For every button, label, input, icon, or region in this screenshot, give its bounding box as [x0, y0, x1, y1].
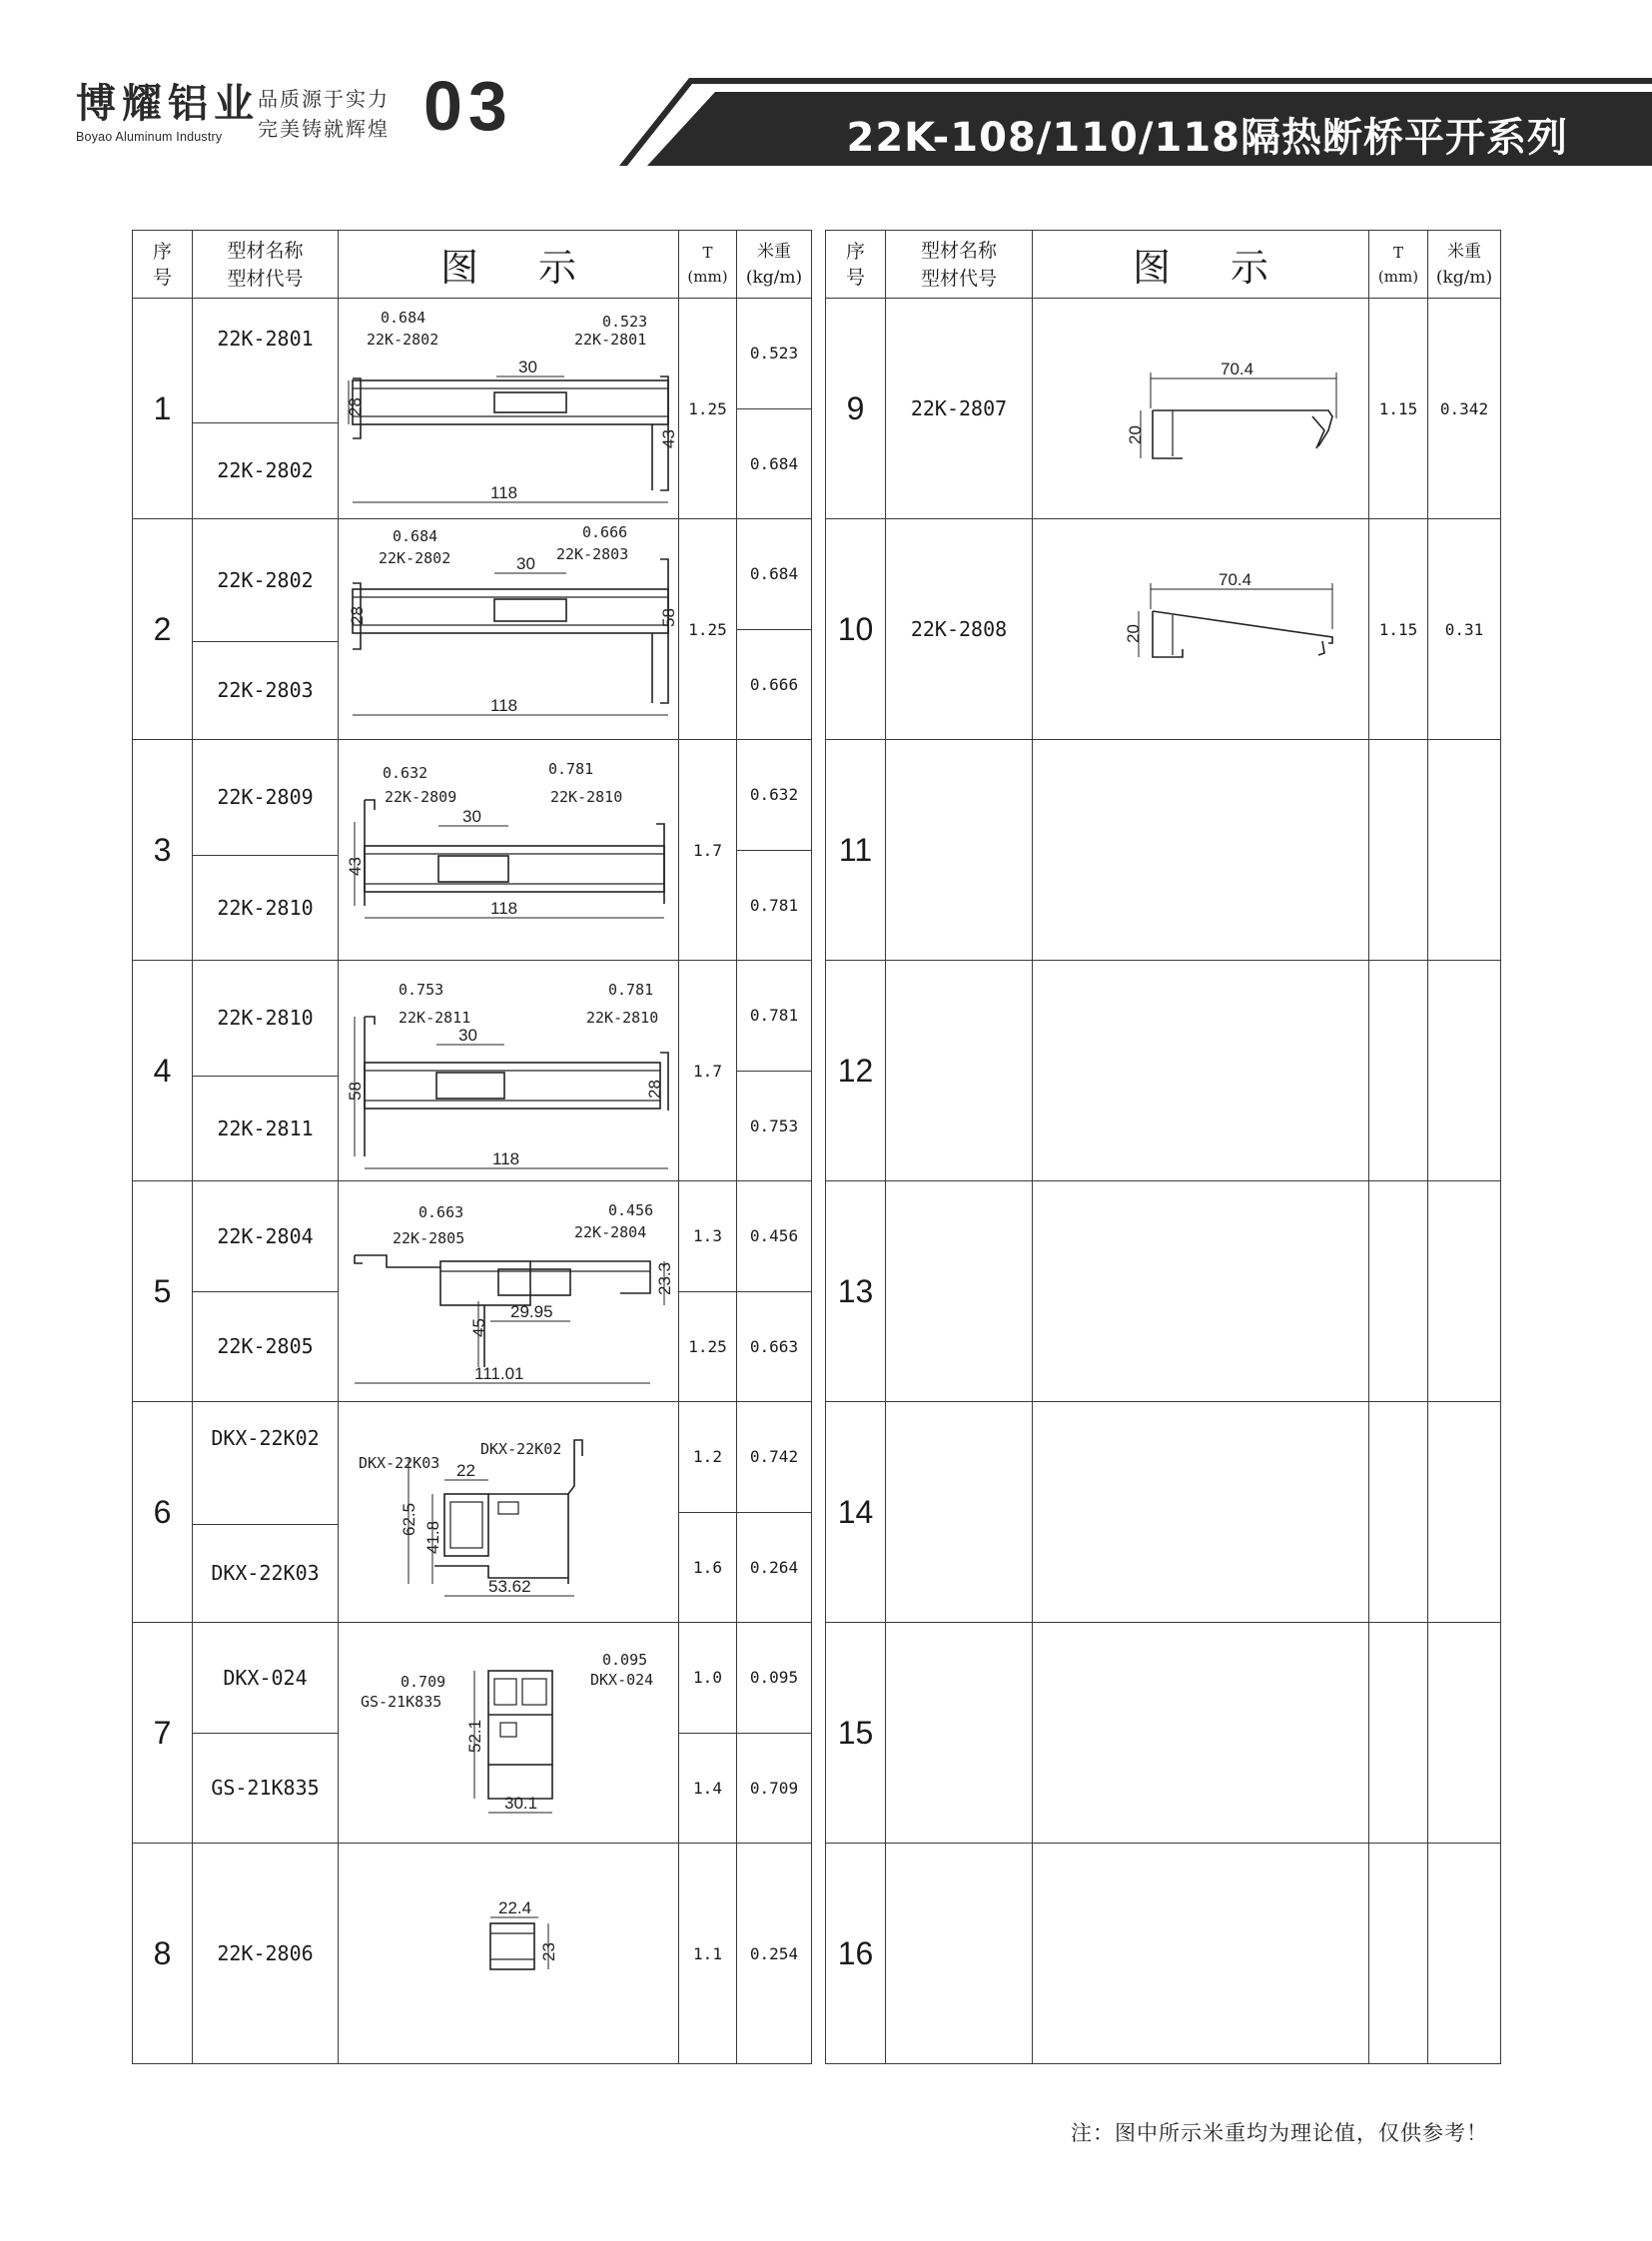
drawing-label: 0.781: [608, 981, 654, 999]
drawing-dim: 20: [1124, 624, 1143, 643]
row-codes: [193, 740, 339, 961]
profile-weight: 0.781: [737, 850, 811, 961]
row-thickness: 1.25: [679, 299, 737, 519]
profile-table: [132, 230, 1501, 2064]
row-seq: 6: [133, 1402, 193, 1623]
slogan: [258, 84, 390, 144]
row-seq-right: 14: [826, 1402, 886, 1623]
drawing-label: 22K-2802: [379, 549, 451, 567]
drawing-dim: 30: [458, 1026, 477, 1045]
brand: [76, 80, 260, 144]
drawing-label: 0.095: [602, 1651, 648, 1669]
profile-code: 22K-2809: [217, 785, 314, 810]
row-thickness-right: [1369, 1402, 1428, 1623]
col-weight-header: 米重 (kg/m): [737, 231, 812, 299]
drawing-dim: 28: [346, 397, 365, 416]
profile-weight: 0.095: [749, 1668, 799, 1688]
drawing-dim: 52.1: [465, 1719, 484, 1753]
col-seq-header-right: 序 号: [826, 231, 886, 299]
profile-thickness: 1.25: [679, 1291, 736, 1402]
drawing-dim: 118: [490, 483, 518, 502]
drawing-dim: 70.4: [1219, 570, 1252, 589]
drawing-dim: 30: [518, 358, 537, 376]
profile-thickness: 1.3: [693, 1226, 722, 1246]
row-thickness-right: 1.15: [1369, 519, 1428, 740]
slogan-line-1: 品质源于实力: [258, 87, 390, 111]
drawing-label: 0.753: [399, 981, 444, 999]
profile-weight: 0.456: [749, 1226, 799, 1246]
row-weight-right: [1428, 1623, 1501, 1844]
profile-drawing-right: [1033, 299, 1369, 519]
profile-code: GS-21K835: [193, 1733, 338, 1844]
drawing-label: 22K-2802: [367, 331, 439, 349]
row-weights: [737, 299, 812, 519]
drawing-label: 22K-2803: [556, 545, 629, 563]
row-thickness: 1.7: [679, 740, 737, 961]
row-seq-right: 15: [826, 1623, 886, 1844]
profile-weight: 0.523: [749, 344, 799, 364]
row-seq-right: 16: [826, 1844, 886, 2064]
col-t-header-right: T (mm): [1369, 231, 1428, 299]
drawing-label: 22K-2809: [385, 788, 457, 806]
col-weight-header-right: 米重 (kg/m): [1428, 231, 1501, 299]
profile-code: 22K-2811: [193, 1076, 338, 1180]
profile-weight: 0.663: [737, 1291, 811, 1402]
profile-code: 22K-2802: [217, 567, 314, 592]
drawing-label: 0.684: [393, 527, 438, 545]
profile-drawing-right: [1033, 1181, 1369, 1402]
row-weight-right: 0.342: [1428, 299, 1501, 519]
row-thickness-right: [1369, 740, 1428, 961]
drawing-label: 0.666: [582, 523, 628, 541]
row-weight-right: [1428, 1844, 1501, 2064]
profile-thickness: 1.4: [679, 1733, 736, 1844]
row-codes: [193, 519, 339, 740]
row-seq: 8: [133, 1844, 193, 2064]
profile-code: DKX-024: [223, 1665, 308, 1690]
profile-drawing-right: [1033, 519, 1369, 740]
drawing-label: 0.663: [418, 1203, 464, 1221]
row-seq: 3: [133, 740, 193, 961]
profile-code: 22K-2802: [193, 422, 338, 519]
profile-code-right: [886, 1623, 1033, 1844]
profile-drawing-right: [1033, 961, 1369, 1181]
profile-drawing: [339, 1402, 679, 1623]
drawing-dim: 45: [469, 1318, 488, 1337]
slogan-line-2: 完美铸就辉煌: [258, 117, 390, 141]
row-weights: [737, 519, 812, 740]
row-weights: [737, 1402, 812, 1623]
drawing-dim: 118: [492, 1149, 520, 1168]
drawing-dim: 43: [346, 857, 365, 876]
drawing-dim: 118: [490, 696, 518, 715]
profile-code: 22K-2805: [193, 1291, 338, 1402]
drawing-dim: 28: [348, 606, 367, 625]
row-thickness: 1.7: [679, 961, 737, 1181]
profile-code: 22K-2801: [217, 327, 314, 351]
profile-weight: 0.753: [737, 1071, 811, 1181]
row-seq: 7: [133, 1623, 193, 1844]
row-seq-right: 12: [826, 961, 886, 1181]
profile-code-right: [886, 961, 1033, 1181]
profile-drawing-right: [1033, 1402, 1369, 1623]
row-codes: [193, 1181, 339, 1402]
drawing-dim: 70.4: [1221, 360, 1254, 378]
col-picture-header-right: 图示: [1033, 231, 1369, 299]
row-codes: [193, 961, 339, 1181]
row-thickness-right: [1369, 1181, 1428, 1402]
row-codes: [193, 1402, 339, 1623]
profile-code: 22K-2810: [193, 855, 338, 960]
row-weights: [737, 1623, 812, 1844]
profile-code: 22K-2804: [217, 1223, 314, 1248]
profile-drawing: [339, 519, 679, 740]
row-seq: 4: [133, 961, 193, 1181]
drawing-dim: 23: [539, 1942, 558, 1961]
profile-drawing-right: [1033, 1844, 1369, 2064]
drawing-label: 0.709: [401, 1673, 446, 1691]
profile-code: DKX-22K03: [193, 1524, 338, 1623]
profile-drawing: [339, 1623, 679, 1844]
row-thickness-right: [1369, 1844, 1428, 2064]
row-thickness-right: 1.15: [1369, 299, 1428, 519]
profile-code-right: [886, 1844, 1033, 2064]
profile-weight: 0.632: [749, 785, 799, 805]
drawing-dim: 43: [659, 429, 678, 448]
profile-thickness: 1.6: [679, 1512, 736, 1623]
drawing-label: 22K-2804: [574, 1223, 647, 1241]
drawing-dim: 41.8: [423, 1520, 442, 1554]
drawing-label: 22K-2810: [550, 788, 623, 806]
col-seq-header: 序 号: [133, 231, 193, 299]
profile-code-right: [886, 1181, 1033, 1402]
row-weight-right: [1428, 740, 1501, 961]
profile-code-right: [886, 740, 1033, 961]
row-thickness-right: [1369, 961, 1428, 1181]
page-number: 03: [423, 67, 513, 145]
drawing-dim: 53.62: [488, 1577, 531, 1596]
row-thickness: [679, 1181, 737, 1402]
row-weight-right: 0.31: [1428, 519, 1501, 740]
profile-weight: 0.781: [749, 1006, 799, 1026]
profile-thickness: 1.0: [693, 1668, 722, 1688]
profile-weight: 0.684: [737, 408, 811, 519]
drawing-dim: 29.95: [510, 1302, 553, 1321]
profile-code-right: 22K-2807: [886, 299, 1033, 519]
drawing-label: 22K-2811: [399, 1009, 471, 1027]
drawing-label: 22K-2805: [393, 1229, 465, 1247]
drawing-label: DKX-22K03: [359, 1454, 440, 1472]
drawing-dim: 23.3: [655, 1261, 674, 1295]
drawing-dim: 28: [645, 1080, 664, 1099]
profile-weight: 0.254: [737, 1844, 812, 2064]
profile-code-right: [886, 1402, 1033, 1623]
row-thickness: 1.25: [679, 519, 737, 740]
table-gap: [812, 231, 826, 2064]
row-weights: [737, 740, 812, 961]
drawing-label: 22K-2801: [574, 331, 647, 349]
profile-code: 22K-2803: [193, 641, 338, 739]
profile-code: 22K-2810: [217, 1006, 314, 1031]
row-codes: [193, 299, 339, 519]
brand-name-cn: 博耀铝业: [76, 81, 260, 127]
profile-code-right: 22K-2808: [886, 519, 1033, 740]
drawing-label: 22K-2810: [586, 1009, 659, 1027]
row-seq-right: 9: [826, 299, 886, 519]
drawing-dim: 22.4: [498, 1898, 532, 1917]
drawing-label: 0.523: [602, 313, 648, 331]
drawing-dim: 30: [462, 807, 481, 826]
profile-thickness: 1.2: [693, 1447, 722, 1467]
profile-weight: 0.709: [737, 1733, 811, 1844]
profile-drawing-right: [1033, 1623, 1369, 1844]
table-header-row: [133, 231, 1501, 299]
drawing-label: GS-21K835: [361, 1693, 442, 1711]
profile-drawing: [339, 1181, 679, 1402]
drawing-label: 0.632: [383, 764, 428, 782]
drawing-label: 0.456: [608, 1201, 654, 1219]
drawing-dim: 58: [659, 608, 678, 627]
row-seq: 5: [133, 1181, 193, 1402]
profile-weight: 0.684: [749, 564, 799, 584]
drawing-label: DKX-024: [590, 1671, 654, 1689]
drawing-dim: 22: [456, 1461, 475, 1480]
col-name-header: 型材名称 型材代号: [193, 231, 339, 299]
col-picture-header: 图示: [339, 231, 679, 299]
series-title: 22K-108/110/118隔热断桥平开系列: [846, 115, 1568, 161]
row-thickness: [679, 1623, 737, 1844]
row-seq: 1: [133, 299, 193, 519]
row-codes: [193, 1623, 339, 1844]
drawing-label: DKX-22K02: [480, 1440, 562, 1458]
row-weight-right: [1428, 961, 1501, 1181]
drawing-dim: 30: [516, 554, 535, 573]
brand-name-en: Boyao Aluminum Industry: [76, 130, 223, 144]
footnote: 注：图中所示米重均为理论值，仅供参考！: [1071, 2121, 1488, 2145]
profile-weight: 0.264: [737, 1512, 811, 1623]
profile-drawing: [339, 299, 679, 519]
profile-drawing: [339, 1844, 679, 2064]
row-seq-right: 10: [826, 519, 886, 740]
profile-weight: 0.742: [749, 1447, 799, 1467]
profile-code: DKX-22K02: [211, 1426, 320, 1450]
drawing-dim: 30.1: [504, 1794, 538, 1813]
row-weights: [737, 1181, 812, 1402]
drawing-label: 0.684: [381, 309, 426, 327]
drawing-label: 0.781: [548, 760, 594, 778]
col-name-header-right: 型材名称 型材代号: [886, 231, 1033, 299]
row-seq-right: 11: [826, 740, 886, 961]
drawing-dim: 118: [490, 899, 518, 918]
row-seq-right: 13: [826, 1181, 886, 1402]
drawing-dim: 20: [1126, 425, 1145, 444]
drawing-dim: 62.5: [400, 1502, 418, 1536]
profile-code: 22K-2806: [193, 1844, 339, 2064]
profile-drawing: [339, 740, 679, 961]
row-weight-right: [1428, 1402, 1501, 1623]
row-weights: [737, 961, 812, 1181]
row-seq: 2: [133, 519, 193, 740]
row-thickness: 1.1: [679, 1844, 737, 2064]
row-thickness: [679, 1402, 737, 1623]
profile-drawing: [339, 961, 679, 1181]
row-weight-right: [1428, 1181, 1501, 1402]
drawing-dim: 111.01: [474, 1364, 524, 1383]
profile-drawing-right: [1033, 740, 1369, 961]
row-thickness-right: [1369, 1623, 1428, 1844]
profile-weight: 0.666: [737, 629, 811, 740]
col-t-header: T (mm): [679, 231, 737, 299]
drawing-dim: 58: [346, 1082, 365, 1101]
